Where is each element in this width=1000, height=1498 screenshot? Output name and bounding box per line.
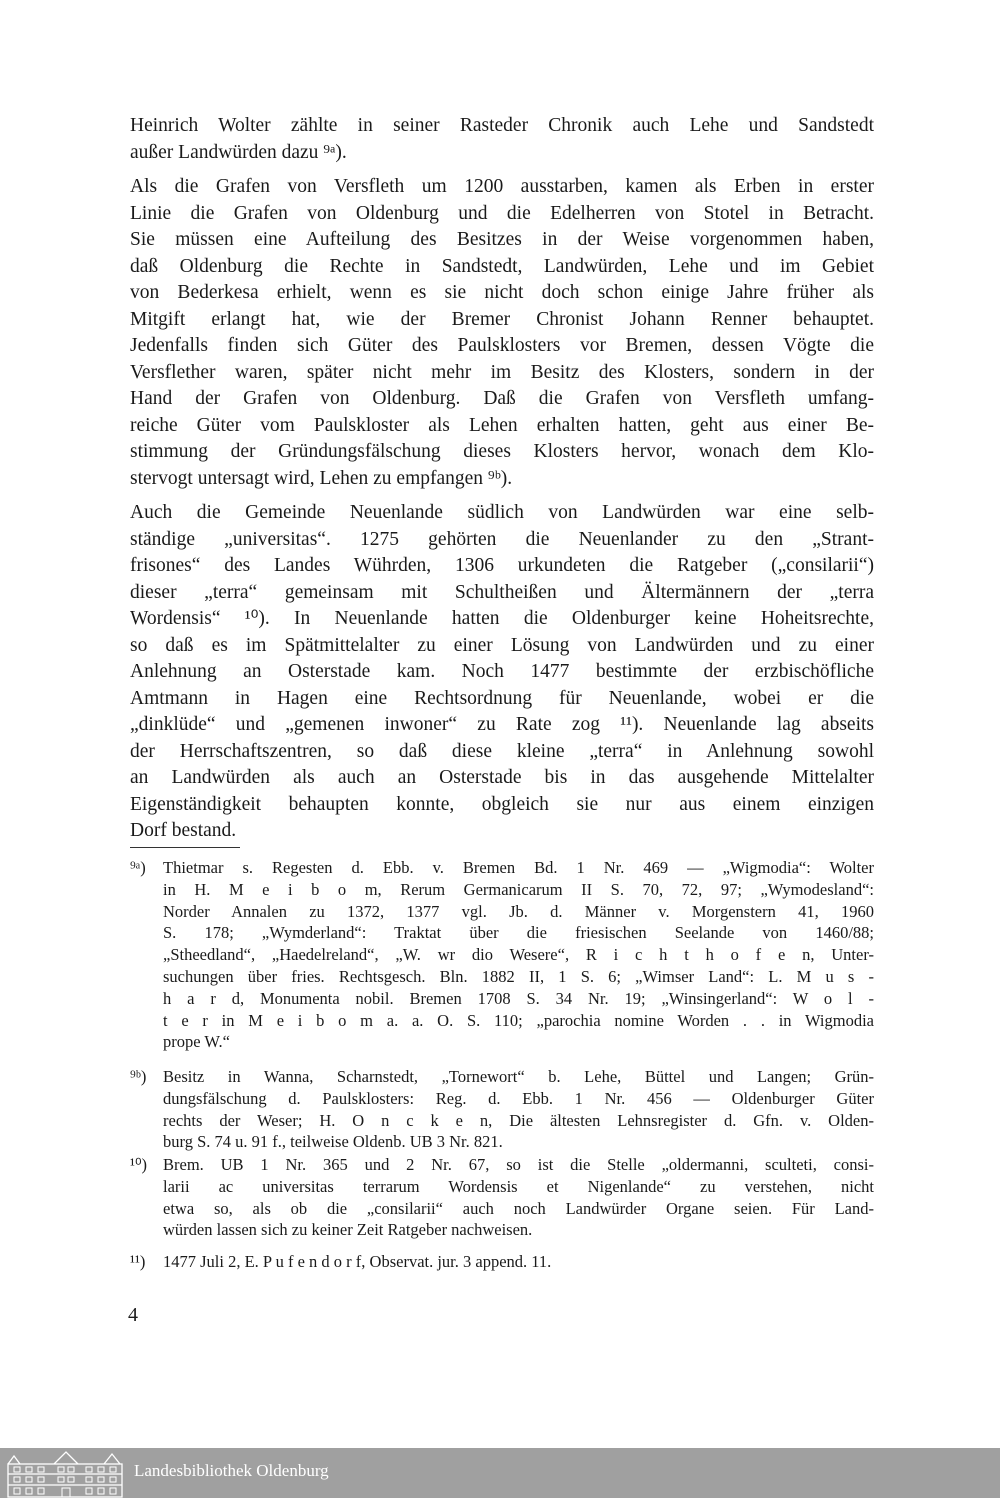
text-line: Anlehnung an Osterstade kam. Noch 1477 bestimmte der erzbischöfliche — [130, 661, 874, 682]
text-line: dieser „terra“ gemeinsam mit Schultheißen und Ältermännern der „terra — [130, 581, 874, 603]
footnote-10 — [130, 1154, 874, 1241]
footnote-line: in H. M e i b o m, Rerum Germanicarum II S. 70, 72, 97; „Wymodesland“: — [163, 879, 874, 899]
footnote-line: burg S. 74 u. 91 f., teilweise Oldenb. UB 3 Nr. 821. — [163, 1132, 503, 1152]
text-line: daß Oldenburg die Rechte in Sandstedt, Landwürden, Lehe und im Gebiet — [130, 255, 874, 277]
footnote-marker: ¹⁰) — [130, 1155, 148, 1174]
footnote-line: Norder Annalen zu 1372, 1377 vgl. Jb. d. Männer v. Morgenstern 41, 1960 — [163, 901, 874, 921]
footnote-line: 1477 Juli 2, E. P u f e n d o r f, Observat. jur. 3 append. 11. — [163, 1252, 552, 1271]
footnote-divider — [130, 847, 240, 848]
footnote-9b — [130, 1066, 874, 1153]
footnote-line: prope W.“ — [163, 1032, 230, 1052]
text-line: Auch die Gemeinde Neuenlande südlich von Landwürden war eine selb- — [130, 502, 874, 523]
text-line: Wordensis“ ¹⁰). In Neuenlande hatten die Oldenburger keine Hoheitsrechte, — [130, 608, 874, 629]
paragraph — [130, 174, 874, 492]
text-line: Hand der Grafen von Oldenburg. Daß die Grafen von Versfleth umfang- — [130, 388, 874, 409]
footnote-line: suchungen über fries. Rechtsgesch. Bln. 1882 II, 1 S. 6; „Wimser Land“: L. M u s - — [163, 966, 874, 986]
text-line: Dorf bestand. — [130, 820, 237, 841]
text-line: der Herrschaftszentren, so daß diese kleine „terra“ in Anlehnung sowohl — [130, 740, 874, 762]
text-line: Heinrich Wolter zählte in seiner Rasteder Chronik auch Lehe und Sandstedt — [130, 115, 874, 136]
text-line: außer Landwürden dazu ⁹ᵃ). — [130, 141, 347, 163]
footnote-line: h a r d, Monumenta nobil. Bremen 1708 S. 34 Nr. 19; „Winsingerland“: W o l - — [163, 988, 874, 1008]
text-line: Versflether waren, später nicht mehr im Besitz des Klosters, sondern in der — [130, 361, 874, 383]
text-line: so daß es im Spätmittelalter zu einer Lösung von Landwürden und zu einer — [130, 634, 874, 656]
footnote-11 — [130, 1251, 874, 1273]
text-line: stimmung der Gründungsfälschung dieses Klosters hervor, wonach dem Klo- — [130, 441, 874, 462]
text-line: Linie die Grafen von Oldenburg und die Edelherren von Stotel in Betracht. — [130, 202, 874, 224]
footnote-line: würden lassen sich zu keiner Zeit Ratgeber nachweisen. — [163, 1220, 533, 1240]
library-name: Landesbibliothek Oldenburg — [134, 1461, 329, 1480]
footnote-line: S. 178; „Wymderland“: Traktat über die friesischen Seelande von 1460/88; — [163, 923, 874, 943]
text-line: „dinklüde“ und „gemenen inwoner“ zu Rate zog ¹¹). Neuenlande lag abseits — [130, 714, 874, 735]
footnote-line: t e r in M e i b o m a. a. O. S. 110; „parochia nomine Worden . . in Wigmodia — [163, 1010, 874, 1030]
text-line: reiche Güter vom Paulskloster als Lehen erhalten hatten, geht aus einer Be- — [130, 414, 874, 436]
text-line: von Bederkesa erhielt, wenn es sie nicht doch schon einige Jahre früher als — [130, 282, 874, 303]
text-line: Mitgift erlangt hat, wie der Bremer Chronist Johann Renner behauptet. — [130, 308, 874, 330]
footnote-line: „Stheedland“, „Haedelreland“, „W. wr dio Wesere“, R i c h t h o f e n, Unter- — [163, 945, 874, 965]
page-number: 4 — [128, 1304, 138, 1326]
library-footer-bar — [0, 1448, 1000, 1498]
footnote-line: dungsfälschung d. Paulsklosters: Reg. d. Ebb. 1 Nr. 456 — Oldenburger Güter — [163, 1088, 874, 1108]
text-line: Sie müssen eine Aufteilung des Besitzes in der Weise vorgenommen haben, — [130, 229, 874, 250]
footnote-marker: ⁹ᵇ) — [130, 1067, 147, 1086]
paragraph — [130, 113, 874, 166]
footnote-line: Brem. UB 1 Nr. 365 und 2 Nr. 67, so ist die Stelle „oldermanni, sculteti, consi- — [163, 1155, 874, 1174]
footnote-line: Thietmar s. Regesten d. Ebb. v. Bremen Bd. 1 Nr. 469 — „Wigmodia“: Wolter — [163, 858, 874, 877]
paragraph — [130, 500, 874, 845]
footnote-9a — [130, 857, 874, 1053]
text-line: stervogt untersagt wird, Lehen zu empfangen ⁹ᵇ). — [130, 467, 513, 489]
text-line: Jedenfalls finden sich Güter des Paulsklosters vor Bremen, dessen Vögte die — [130, 335, 874, 356]
footnote-marker: ¹¹) — [130, 1252, 146, 1271]
text-line: Als die Grafen von Versfleth um 1200 ausstarben, kamen als Erben in erster — [130, 176, 874, 197]
footnote-line: rechts der Weser; H. O n c k e n, Die ältesten Lehnsregister d. Gfn. v. Olden- — [163, 1110, 874, 1130]
text-line: frisones“ des Landes Wührden, 1306 urkundeten die Ratgeber („consilarii“) — [130, 555, 874, 576]
text-line: Amtmann in Hagen eine Rechtsordnung für Neuenlande, wobei er die — [130, 687, 874, 709]
text-line: Eigenständigkeit behaupten konnte, obgleich sie nur aus einem einzigen — [130, 793, 874, 815]
library-building-icon — [6, 1450, 124, 1498]
footnote-line: larii ac universitas terrarum Wordensis et Nigenlande“ zu verstehen, nicht — [163, 1176, 874, 1196]
footnote-marker: ⁹ᵃ) — [130, 858, 146, 877]
body-text — [130, 113, 874, 853]
text-line: an Landwürden als auch an Osterstade bis in das ausgehende Mittelalter — [130, 767, 874, 788]
footnote-line: etwa so, als ob die „consilarii“ auch noch Landwürder Organe seien. Für Land- — [163, 1198, 874, 1218]
text-line: ständige „universitas“. 1275 gehörten die Neuenlander zu den „Strant- — [130, 528, 874, 550]
footnote-line: Besitz in Wanna, Scharnstedt, „Tornewort“ b. Lehe, Büttel und Langen; Grün- — [163, 1067, 874, 1086]
